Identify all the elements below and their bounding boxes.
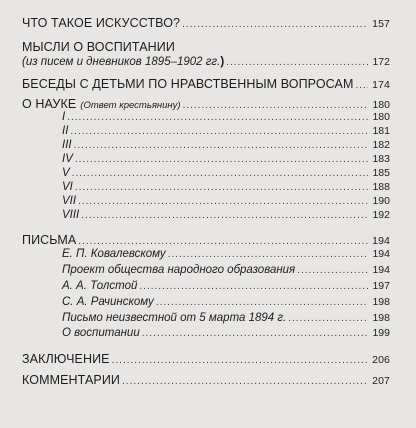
toc-entry-thoughts-title: МЫСЛИ О ВОСПИТАНИИ [22, 40, 175, 54]
page-number: 181 [372, 125, 390, 137]
dot-leader [75, 154, 368, 165]
dot-leader [156, 297, 368, 308]
page-number: 172 [372, 56, 390, 68]
chapter-label: VIII [62, 209, 80, 221]
page-number: 197 [372, 280, 390, 292]
toc-chapter-row [62, 181, 390, 193]
toc-letter-row [62, 280, 390, 292]
toc-letter-row [62, 248, 390, 260]
toc-letter-row [62, 312, 390, 324]
dot-leader [70, 126, 368, 137]
dot-leader [74, 140, 368, 151]
toc-entry-thoughts [22, 56, 390, 68]
chapter-label: VII [62, 195, 77, 207]
chapter-label: VI [62, 181, 73, 193]
toc-chapter-row [62, 125, 390, 137]
dot-leader [226, 57, 368, 68]
toc-chapter-row [62, 153, 390, 165]
dot-leader [297, 265, 368, 276]
toc-chapter-row [62, 209, 390, 221]
dot-leader [78, 196, 368, 207]
dot-leader [355, 80, 368, 91]
letter-label: Е. П. Ковалевскому [62, 248, 166, 260]
dot-leader [142, 328, 368, 339]
letter-label: Письмо неизвестной от 5 марта 1894 г. [62, 312, 287, 324]
toc-letter-row [62, 327, 390, 339]
subtitle-text: (из писем и дневников 1895–1902 гг. [22, 56, 221, 68]
toc-chapter-row [62, 167, 390, 179]
page-number: 198 [372, 296, 390, 308]
dot-leader [288, 313, 368, 324]
toc-entry-title: О НАУКЕ [22, 97, 77, 111]
toc-entry-comments [22, 373, 390, 387]
chapter-label: V [62, 167, 70, 179]
toc-entry-title: КОММЕНТАРИИ [22, 373, 121, 387]
toc-entry-science [22, 97, 390, 111]
toc-letter-row [62, 296, 390, 308]
page-number: 192 [372, 209, 390, 221]
page-number: 185 [372, 167, 390, 179]
page-number: 174 [372, 79, 390, 91]
toc-entry-title: ЗАКЛЮЧЕНИЕ [22, 352, 110, 366]
toc-chapter-row [62, 139, 390, 151]
dot-leader [122, 376, 368, 387]
toc-chapter-row [62, 195, 390, 207]
toc-entry-title: ПИСЬМА [22, 233, 77, 247]
page-number: 188 [372, 181, 390, 193]
dot-leader [182, 19, 368, 30]
letter-label: О воспитании [62, 327, 140, 339]
toc-entry-subtitle: (Ответ крестьянину) [80, 100, 181, 111]
chapter-label: IV [62, 153, 73, 165]
dot-leader [183, 100, 368, 111]
toc-entry-title: БЕСЕДЫ С ДЕТЬМИ ПО НРАВСТВЕННЫМ ВОПРОСАМ [22, 77, 354, 91]
page-number: 180 [372, 111, 390, 123]
dot-leader [72, 168, 368, 179]
page-number: 206 [372, 354, 390, 366]
page-number: 194 [372, 235, 390, 247]
toc-entry-what-is-art [22, 16, 390, 30]
page-number: 194 [372, 264, 390, 276]
letter-label: С. А. Рачинскому [62, 296, 154, 308]
page-number: 180 [372, 99, 390, 111]
toc-entry-title: ЧТО ТАКОЕ ИСКУССТВО? [22, 16, 181, 30]
page-number: 190 [372, 195, 390, 207]
page-number: 182 [372, 139, 390, 151]
toc-chapter-row [62, 111, 390, 123]
dot-leader [78, 236, 368, 247]
dot-leader [112, 355, 368, 366]
toc-letter-row [62, 264, 390, 276]
subtitle-close-paren: ) [220, 56, 225, 68]
page-number: 199 [372, 327, 390, 339]
letter-label: А. А. Толстой [62, 280, 138, 292]
chapter-label: II [62, 125, 69, 137]
dot-leader [75, 182, 368, 193]
dot-leader [81, 210, 368, 221]
chapter-label: I [62, 111, 66, 123]
toc-entry-conclusion [22, 352, 390, 366]
page-number: 183 [372, 153, 390, 165]
dot-leader [139, 281, 368, 292]
dot-leader [67, 112, 368, 123]
page-number: 157 [372, 18, 390, 30]
toc-entry-letters [22, 233, 390, 247]
letter-label: Проект общества народного образования [62, 264, 296, 276]
page-number: 194 [372, 248, 390, 260]
page-number: 207 [372, 375, 390, 387]
dot-leader [168, 249, 368, 260]
chapter-label: III [62, 139, 72, 151]
toc-entry-conversations [22, 77, 390, 91]
page-number: 198 [372, 312, 390, 324]
toc-entry-subtitle [22, 56, 224, 68]
